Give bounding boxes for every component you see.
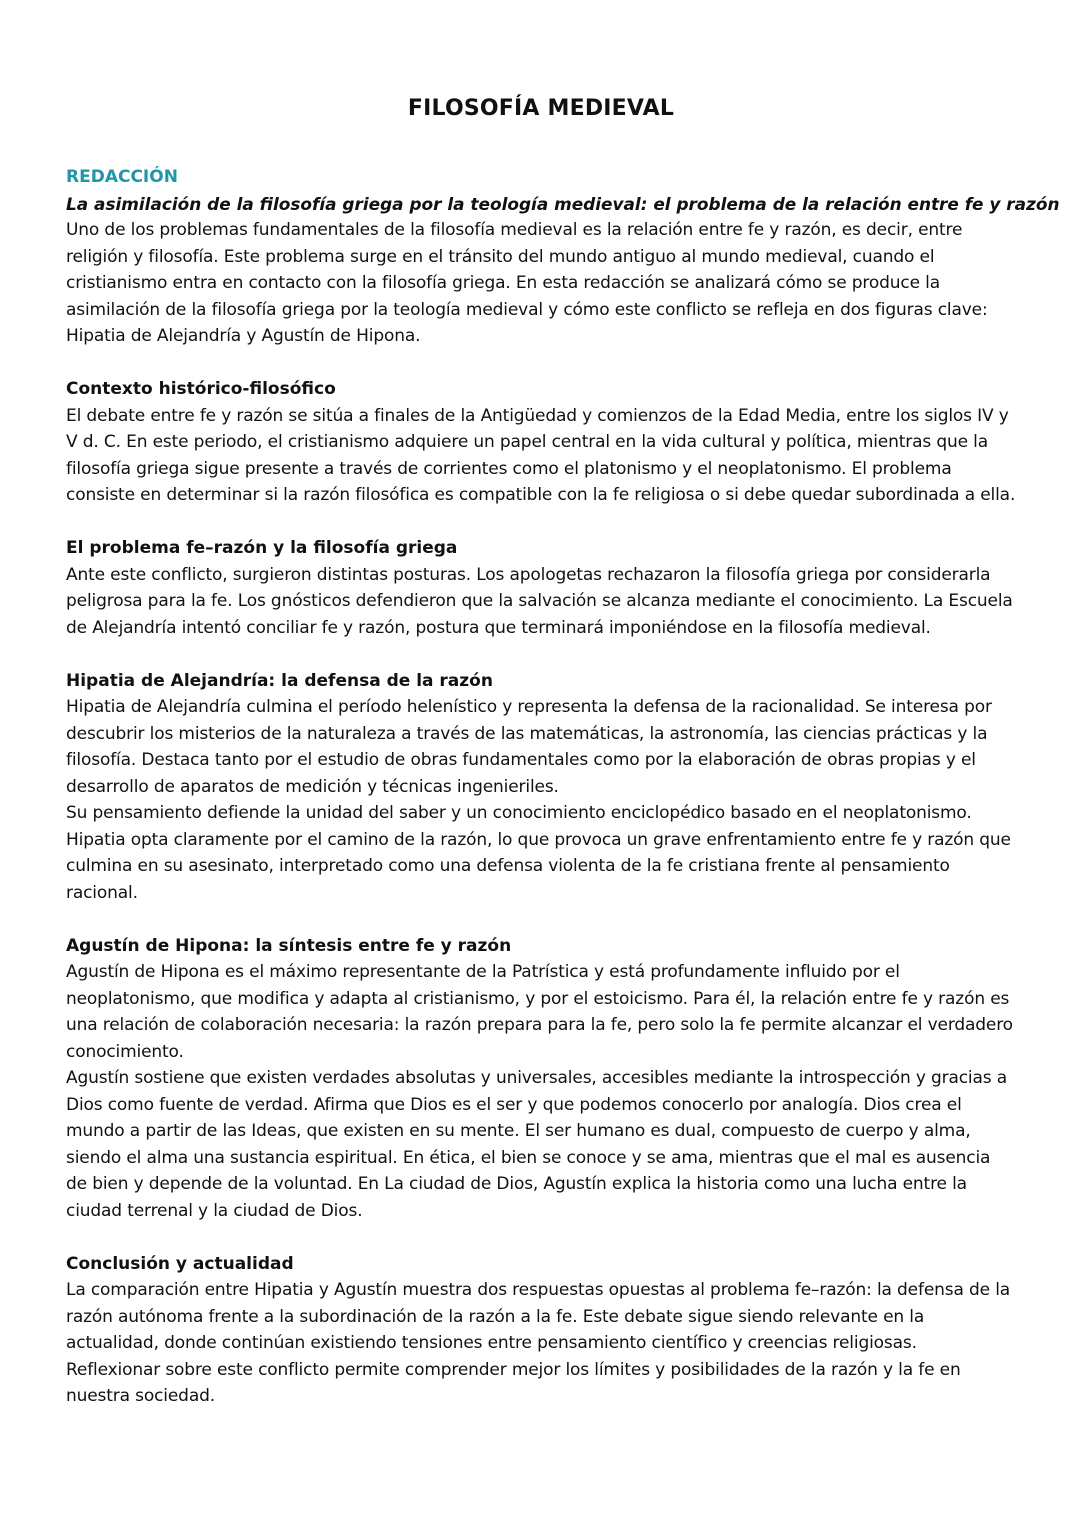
page-title: FILOSOFÍA MEDIEVAL: [407, 96, 675, 121]
section-heading: Hipatia de Alejandría: la defensa de la razón: [66, 670, 493, 691]
document-page: [66, 94, 1060, 1410]
section-paragraph: El debate entre fe y razón se sitúa a finales de la Antigüedad y comienzos de la Edad Media, entre los siglos IV y V d. C. En este periodo, el cristianismo adquiere un papel central en la vida cultural y política, mientras que la filosofía griega sigue presente a través de corrientes como el platonismo y el neoplatonismo. El problema consiste en determinar si la razón filosófica es compatible con la fe religiosa o si debe quedar subordinada a ella.: [66, 405, 1016, 505]
section-label: REDACCIÓN: [66, 167, 178, 187]
section-paragraph: La comparación entre Hipatia y Agustín muestra dos respuestas opuestas al problema fe–razón: la defensa de la razón autónoma frente a la subordinación de la razón a la fe. Este debate sigue siendo relevante en la actualidad, donde continúan existiendo tensiones entre pensamiento científico y creencias religiosas. Reflexionar sobre este conflicto permite comprender mejor los límites y posibilidades de la razón y la fe en nuestra sociedad.: [66, 1280, 1011, 1406]
section-paragraph: Ante este conflicto, surgieron distintas posturas. Los apologetas rechazaron la filosofía griega por considerarla peligrosa para la fe. Los gnósticos defendieron que la salvación se alcanza mediante el conocimiento. La Escuela de Alejandría intentó conciliar fe y razón, postura que terminará imponiéndose en la filosofía medieval.: [66, 564, 1013, 638]
section-hipatia: [66, 668, 1016, 907]
section-paragraph: Agustín sostiene que existen verdades absolutas y universales, accesibles mediante la introspección y gracias a Dios como fuente de verdad. Afirma que Dios es el ser y que podemos conocerlo por analogía. Dios crea el mundo a partir de las Ideas, que existen en su mente. El ser humano es dual, compuesto de cuerpo y alma, siendo el alma una sustancia espiritual. En ética, el bien se conoce y se ama, mientras que el mal es ausencia de bien y depende de la voluntad. En La ciudad de Dios, Agustín explica la historia como una lucha entre la ciudad terrenal y la ciudad de Dios.: [66, 1068, 1007, 1221]
section-heading: El problema fe–razón y la filosofía griega: [66, 538, 458, 558]
section-heading: Agustín de Hipona: la síntesis entre fe y razón: [66, 935, 512, 956]
section-paragraph: Agustín de Hipona es el máximo representante de la Patrística y está profundamente influido por el neoplatonismo, que modifica y adapta al cristianismo, y por el estoicismo. Para él, la relación entre fe y razón es una relación de colaboración necesaria: la razón prepara para la fe, pero solo la fe permite alcanzar el verdadero conocimiento.: [66, 962, 1013, 1062]
section-context: [66, 376, 1016, 509]
section-faith-reason: [66, 535, 1016, 641]
essay-subtitle: La asimilación de la filosofía griega por la teología medieval: el problema de la relación entre fe y razón: [66, 193, 1060, 214]
section-paragraph: Hipatia de Alejandría culmina el período helenístico y representa la defensa de la racionalidad. Se interesa por descubrir los misterios de la naturaleza a través de las matemáticas, la astronomía, las ciencias prácticas y la filosofía. Destaca tanto por el estudio de obras fundamentales como por la elaboración de obras propias y el desarrollo de aparatos de medición y técnicas ingenieriles.: [66, 697, 992, 797]
section-heading: Conclusión y actualidad: [66, 1253, 294, 1274]
section-agustin: [66, 933, 1016, 1225]
intro-paragraph: Uno de los problemas fundamentales de la filosofía medieval es la relación entre fe y razón, es decir, entre religión y filosofía. Este problema surge en el tránsito del mundo antiguo al mundo medieval, cuando el cristianismo entra en contacto con la filosofía griega. En esta redacción se analizará cómo se produce la asimilación de la filosofía griega por la teología medieval y cómo este conflicto se refleja en dos figuras clave: Hipatia de Alejandría y Agustín de Hipona.: [66, 220, 988, 346]
section-conclusion: [66, 1251, 1016, 1410]
section-heading: Contexto histórico-filosófico: [66, 379, 336, 399]
section-paragraph: Su pensamiento defiende la unidad del saber y un conocimiento enciclopédico basado en el neoplatonismo. Hipatia opta claramente por el camino de la razón, lo que provoca un grave enfrentamiento entre fe y razón que culmina en su asesinato, interpretado como una defensa violenta de la fe cristiana frente al pensamiento racional.: [66, 803, 1011, 903]
